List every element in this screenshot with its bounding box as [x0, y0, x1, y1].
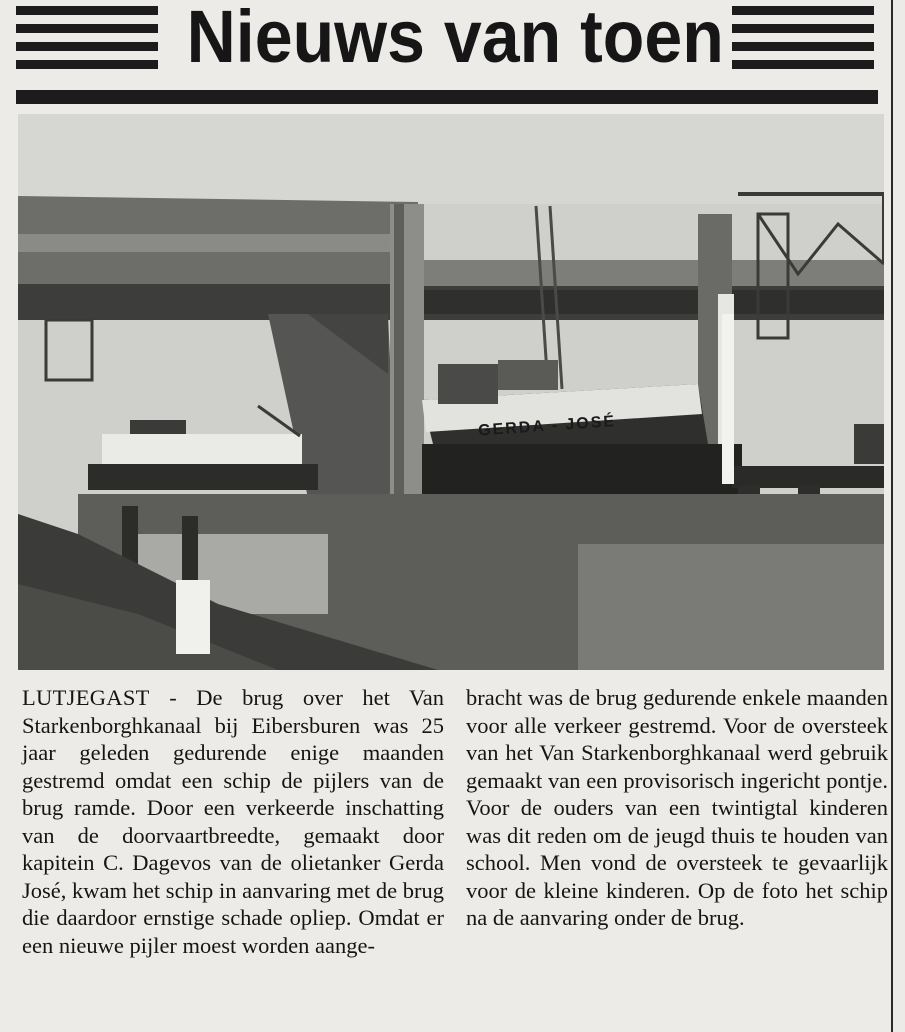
article-column-1 — [22, 684, 444, 959]
article-dateline: LUTJEGAST — [22, 685, 150, 710]
article-column-2 — [466, 684, 888, 959]
masthead-rule — [16, 90, 878, 104]
article-body — [22, 684, 888, 959]
masthead-stripes-right — [732, 6, 874, 78]
article-text-column-1: - De brug over het Van Starkenborghkanaal bij Eibersburen was 25 jaar geleden gedurende enige maanden gestremd omdat een schip de pijlers van de brug ramde. Door een verkeerde inschatting van de doorvaartbreedte, gemaakt door kapitein C. Dagevos van de olietanker Gerda José, kwam het schip in aanvaring met de brug die daardoor ernstige schade opliep. Omdat er een nieuwe pijler moest worden aange- — [22, 685, 444, 958]
ship-name-label: GERDA - JOSÉ — [477, 412, 617, 440]
masthead-stripes-left — [16, 6, 158, 78]
article-text-column-2: bracht was de brug gedurende enkele maanden voor alle verkeer gestremd. Voor de oversteek van het Van Starkenborghkanaal werd gebruik gemaakt van een provisorisch ingericht pontje. Voor de ouders van een twintigtal kinderen was dit reden om de jeugd thuis te houden van school. Men vond de oversteek te gevaarlijk voor de kleine kinderen. — [466, 685, 888, 903]
clipping-edge — [891, 0, 893, 1032]
photo-caption: Op de foto het schip na de aanvaring onder de brug. — [466, 877, 888, 930]
news-photo — [18, 114, 884, 670]
masthead — [16, 0, 878, 110]
masthead-title: Nieuws van toen — [186, 0, 724, 78]
